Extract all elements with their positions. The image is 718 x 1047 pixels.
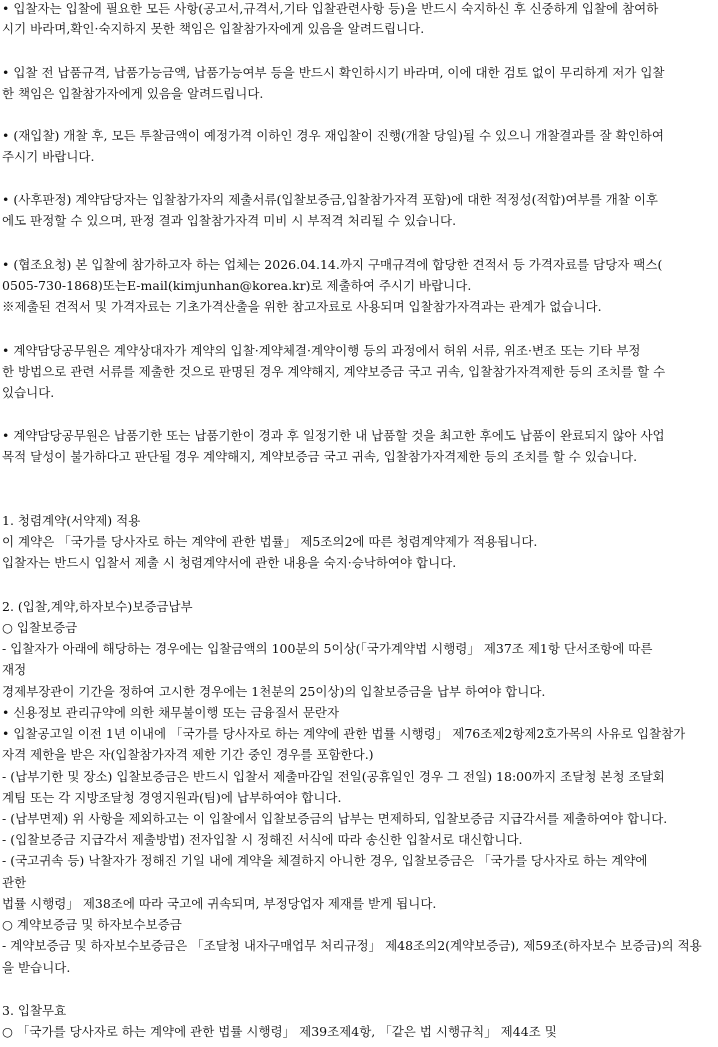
section-line: 자격 제한을 받은 자(입찰참가자격 제한 기간 중인 경우를 포함한다.) <box>2 747 374 762</box>
notice-line: 0505-730-1868)또는E-mail(kimjunhan@korea.kr)로 제출하여 주시기 바랍니다. <box>2 278 472 293</box>
section-line: • 신용정보 관리규약에 의한 채무불이행 또는 금융질서 문란자 <box>2 705 340 720</box>
section-line: • 입찰공고일 이전 1년 이내에 「국가를 당사자로 하는 계약에 관한 법률 시행령」 제76조제2항제2호가목의 사유로 입찰참가 <box>2 726 686 741</box>
section-line: 법률 시행령」 제38조에 따라 국고에 귀속되며, 부정당업자 제재를 받게 됩니다. <box>2 896 437 911</box>
section-line: 재정 <box>2 662 27 677</box>
notice-line: 에도 판정할 수 있으며, 판정 결과 입찰참가자격 미비 시 부적격 처리될 수 있습니다. <box>2 213 457 228</box>
notice-line: 있습니다. <box>2 385 55 400</box>
section-line: - 입찰자가 아래에 해당하는 경우에는 입찰금액의 100분의 5이상(「국가계약법 시행령」 제37조 제1항 단서조항에 따른 <box>2 641 653 656</box>
notice-line: 시기 바라며,확인·숙지하지 못한 책임은 입찰참가자에게 있음을 알려드립니다. <box>2 21 425 36</box>
notice-line: • (사후판정) 계약담당자는 입찰참가자의 제출서류(입찰보증금,입찰참가자격 포함)에 대한 적정성(적합)여부를 개찰 이후 <box>2 192 658 207</box>
section-line: - (국고귀속 등) 낙찰자가 정해진 기일 내에 계약을 체결하지 아니한 경우, 입찰보증금은 「국가를 당사자로 하는 계약에 <box>2 853 648 868</box>
section-line: 을 받습니다. <box>2 960 71 975</box>
notice-line: • (재입찰) 개찰 후, 모든 투찰금액이 예정가격 이하인 경우 재입찰이 진행(개찰 당일)될 수 있으니 개찰결과를 잘 확인하여 <box>2 128 664 143</box>
section-line: - (입찰보증금 지급각서 제출방법) 전자입찰 시 정해진 서식에 따라 송신한 입찰서로 대신합니다. <box>2 832 523 847</box>
section-line: - (납부면제) 위 사항을 제외하고는 이 입찰에서 입찰보증금의 납부는 면제하되, 입찰보증금 지급각서를 제출하여야 합니다. <box>2 811 668 826</box>
section-line: 3. 입찰무효 <box>2 1003 67 1018</box>
notice-line: 한 책임은 입찰참가자에게 있음을 알려드립니다. <box>2 86 264 101</box>
notice-line: 목적 달성이 불가하다고 판단될 경우 계약해지, 계약보증금 국고 귀속, 입찰참가자격제한 등의 조치를 할 수 있습니다. <box>2 449 638 464</box>
notice-line: • 입찰 전 납품규격, 납품가능금액, 납품가능여부 등을 반드시 확인하시기 바라며, 이에 대한 검토 없이 무리하게 저가 입찰 <box>2 65 665 80</box>
notice-line: • 계약담당공무원은 계약상대자가 계약의 입찰·계약체결·계약이행 등의 과정에서 허위 서류, 위조·변조 또는 기타 부정 <box>2 343 641 358</box>
section-line: 입찰자는 반드시 입찰서 제출 시 청렴계약서에 관한 내용을 숙지·승낙하여야 합니다. <box>2 555 457 570</box>
notice-line: • 입찰자는 입찰에 필요한 모든 사항(공고서,규격서,기타 입찰관련사항 등)을 반드시 숙지하신 후 신중하게 입찰에 참여하 <box>2 1 659 16</box>
section-line: 2. (입찰,계약,하자보수)보증금납부 <box>2 599 193 614</box>
section-line: 경제부장관이 기간을 정하여 고시한 경우에는 1천분의 25이상)의 입찰보증금을 납부 하여야 합니다. <box>2 684 546 699</box>
notice-line: ※제출된 견적서 및 가격자료는 기초가격산출을 위한 참고자료로 사용되며 입찰참가자격과는 관계가 없습니다. <box>2 299 602 314</box>
section-line: 계팀 또는 각 지방조달청 경영지원과(팀)에 납부하여야 합니다. <box>2 790 342 805</box>
section-line: 관한 <box>2 875 27 890</box>
section-line: ○ 입찰보증금 <box>2 620 78 635</box>
section-line: 1. 청렴계약(서약제) 적용 <box>2 513 141 528</box>
section-line: 이 계약은 「국가를 당사자로 하는 계약에 관한 법률」 제5조의2에 따른 청렴계약제가 적용됩니다. <box>2 534 538 549</box>
notice-line: 한 방법으로 관련 서류를 제출한 것으로 판명된 경우 계약해지, 계약보증금 국고 귀속, 입찰참가자격제한 등의 조치를 할 수 <box>2 364 666 379</box>
section-line: ○ 계약보증금 및 하자보수보증금 <box>2 917 182 932</box>
notice-line: • (협조요청) 본 입찰에 참가하고자 하는 업체는 2026.04.14.까지 구매규격에 합당한 견적서 등 가격자료를 담당자 팩스( <box>2 257 663 272</box>
section-line: - (납부기한 및 장소) 입찰보증금은 반드시 입찰서 제출마감일 전일(공휴일인 경우 그 전일) 18:00까지 조달청 본청 조달회 <box>2 769 665 784</box>
section-line: ○ 「국가를 당사자로 하는 계약에 관한 법률 시행령」 제39조제4항, 「같은 법 시행규칙」 제44조 및 <box>2 1024 557 1039</box>
notice-line: • 계약담당공무원은 납품기한 또는 납품기한이 경과 후 일정기한 내 납품할 것을 최고한 후에도 납품이 완료되지 않아 사업 <box>2 428 665 443</box>
notice-line: 주시기 바랍니다. <box>2 149 95 164</box>
section-line: - 계약보증금 및 하자보수보증금은 「조달청 내자구매업무 처리규정」 제48조의2(계약보증금), 제59조(하자보수 보증금)의 적용 <box>2 938 702 953</box>
